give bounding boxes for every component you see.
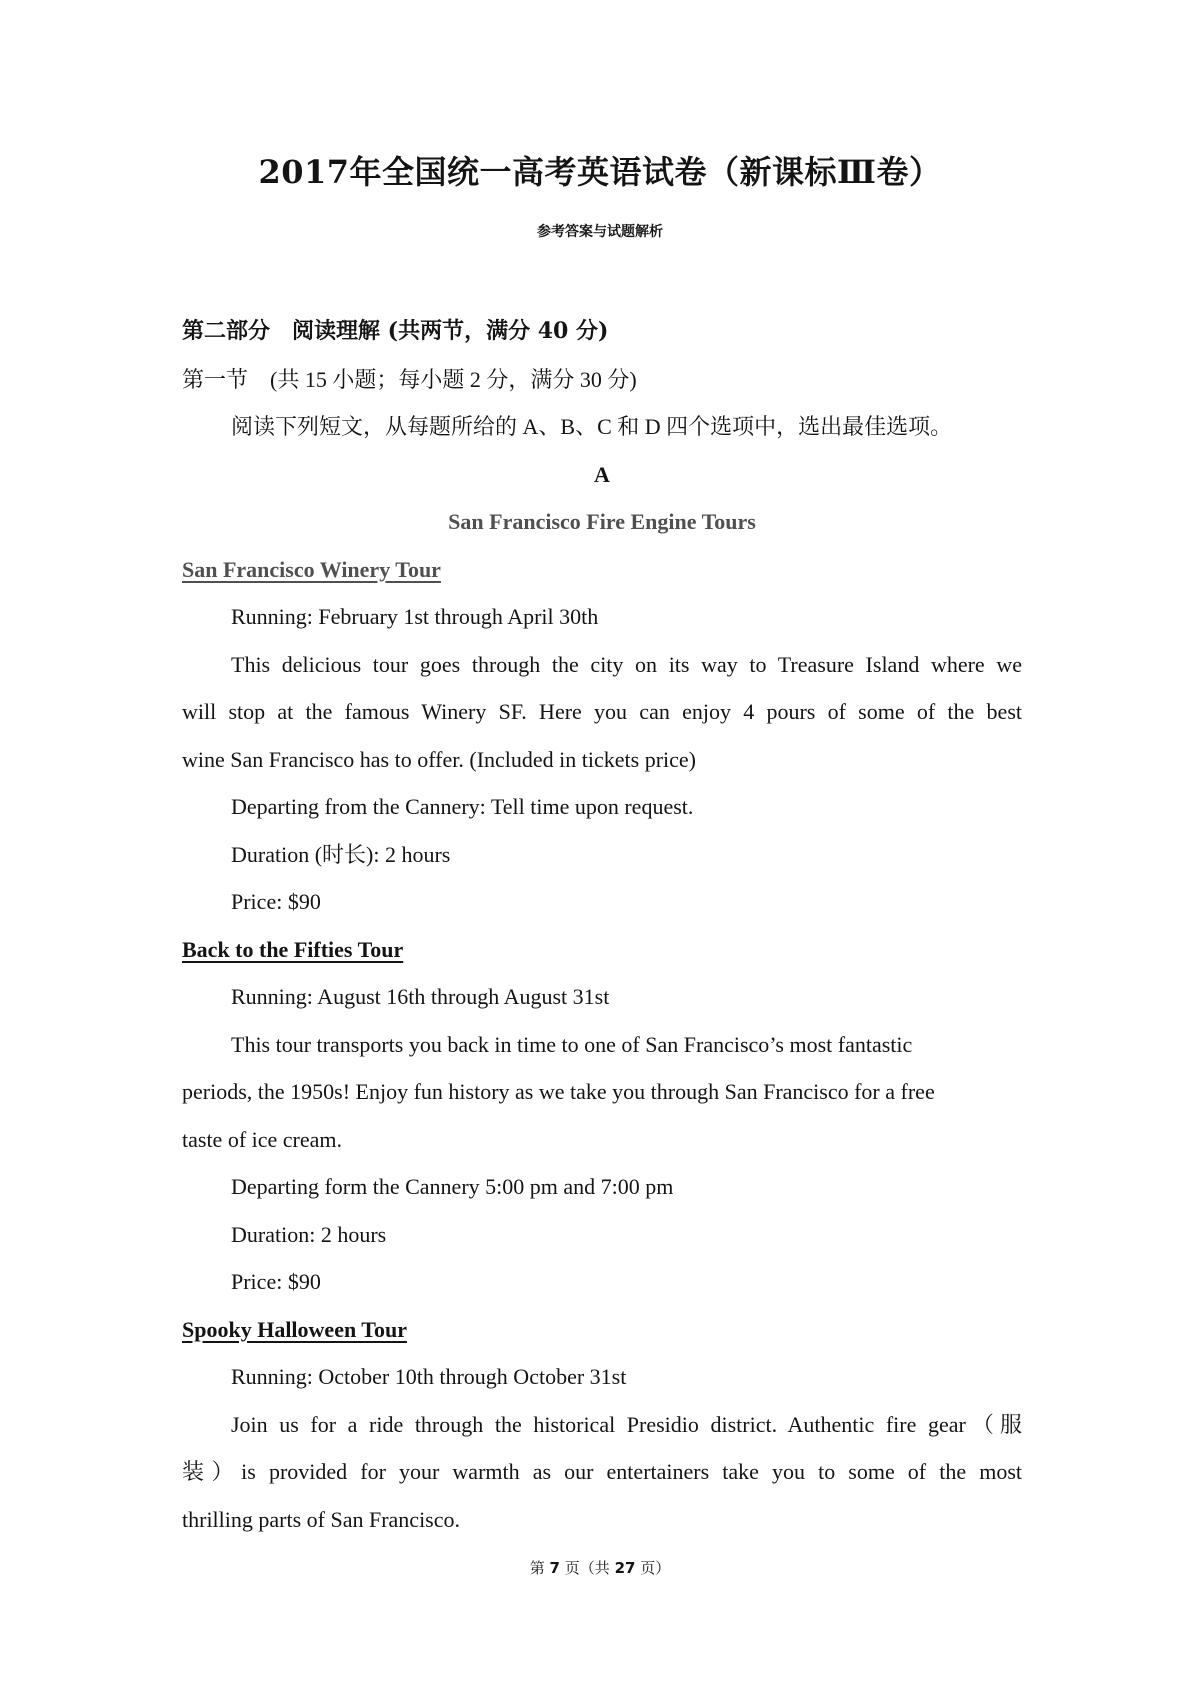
footer-total-pages: 27 [614, 1559, 636, 1577]
section-heading: 第二部分 阅读理解 (共两节，满分 40 分) [182, 318, 609, 344]
tour-description-line: Join us for a ride through the historical Presidio district. Authentic fire gear（服 [231, 1411, 1022, 1437]
footer-page-number: 7 [549, 1559, 560, 1577]
tour-running: Running: February 1st through April 30th [231, 604, 599, 629]
tour-description-line: This tour transports you back in time to one of San Francisco’s most fantastic [231, 1031, 913, 1057]
footer-suffix: 页） [640, 1559, 671, 1577]
document-body [182, 308, 1022, 1543]
tour-duration: Duration: 2 hours [231, 1221, 387, 1247]
tour-duration: Duration (时长): 2 hours [231, 841, 451, 867]
tour-running: Running: October 10th through October 31st [231, 1364, 627, 1389]
tour-description-line: This delicious tour goes through the city on its way to Treasure Island where we [231, 651, 1022, 677]
tour-departing: Departing from the Cannery: Tell time upon request. [231, 794, 694, 819]
tour-running: Running: August 16th through August 31st [231, 984, 610, 1009]
subsection-heading: 第一节 (共 15 小题；每小题 2 分，满分 30 分) [182, 366, 637, 392]
document-subtitle: 参考答案与试题解析 [537, 224, 663, 240]
tour-description-line: will stop at the famous Winery SF. Here you can enjoy 4 pours of some of the best [182, 699, 1022, 724]
passage-title: San Francisco Fire Engine Tours [448, 509, 756, 534]
footer-middle: 页（共 [564, 1559, 610, 1577]
page-footer [0, 1557, 1200, 1579]
tour-title: San Francisco Winery Tour [182, 556, 441, 582]
tour-title: Spooky Halloween Tour [182, 1316, 407, 1342]
tour-description-line: 装）is provided for your warmth as our entertainers take you to some of the most [182, 1459, 1022, 1484]
tour-title: Back to the Fifties Tour [182, 936, 404, 962]
passage-label: A [594, 461, 610, 487]
footer-prefix: 第 [529, 1559, 545, 1577]
tour-price: Price: $90 [231, 889, 321, 914]
tour-departing: Departing form the Cannery 5:00 pm and 7:00 pm [231, 1174, 674, 1199]
document-title: 2017年全国统一高考英语试卷（新课标Ⅲ卷） [258, 153, 942, 191]
tour-description-line: periods, the 1950s! Enjoy fun history as we take you through San Francisco for a free [182, 1079, 935, 1104]
tour-description-line: wine San Francisco has to offer. (Included in tickets price) [182, 746, 696, 772]
instructions: 阅读下列短文，从每题所给的 A、B、C 和 D 四个选项中，选出最佳选项。 [231, 414, 953, 439]
tour-description-line: thrilling parts of San Francisco. [182, 1506, 461, 1532]
tour-description-line: taste of ice cream. [182, 1126, 343, 1152]
tour-price: Price: $90 [231, 1269, 321, 1294]
